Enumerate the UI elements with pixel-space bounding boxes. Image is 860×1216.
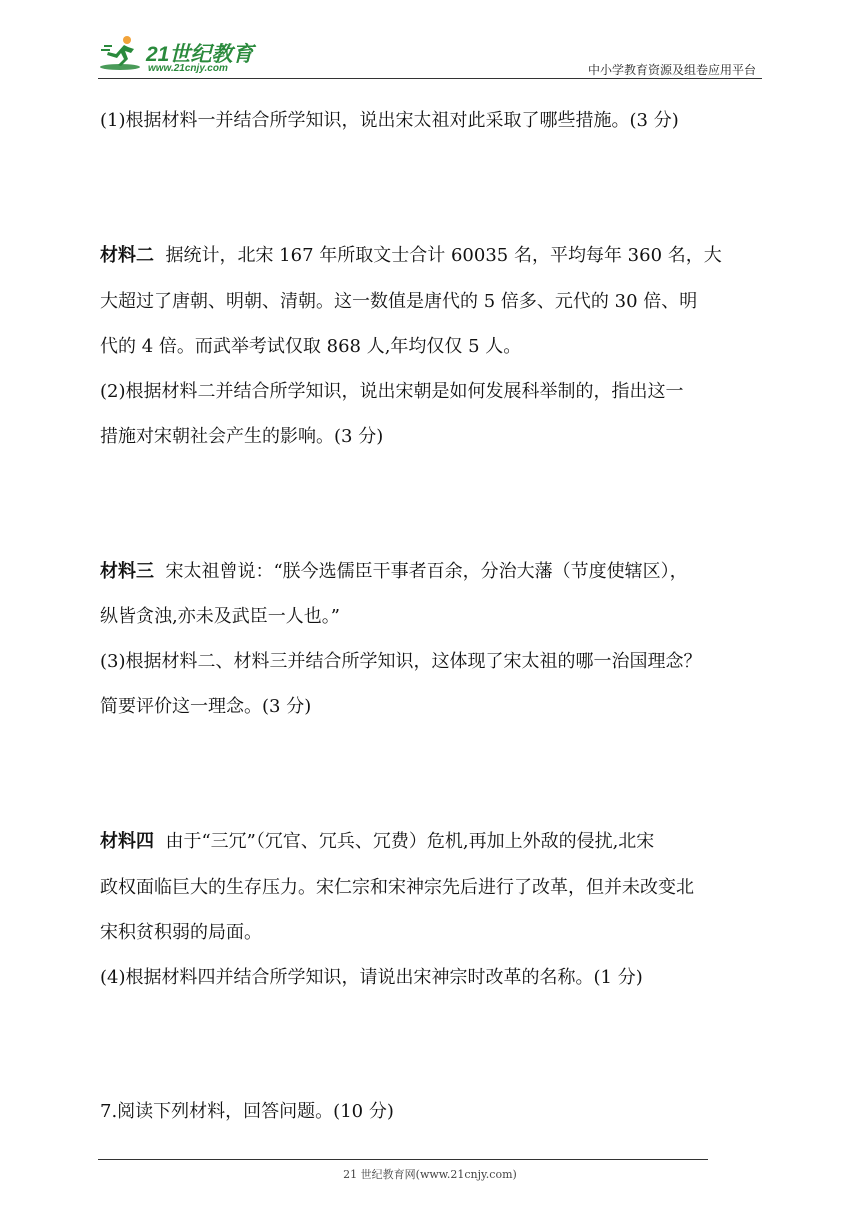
material-4-label: 材料四 [100, 831, 154, 852]
material-3-label: 材料三 [100, 561, 154, 582]
material-2-line-3: 代的 4 倍。而武举考试仅取 868 人,年均仅仅 5 人。 [100, 336, 522, 357]
material-2-line-1 [100, 244, 722, 268]
footer-divider [98, 1159, 708, 1160]
material-3-line-1 [100, 560, 688, 584]
header-divider [98, 78, 762, 79]
material-2-line-2: 大超过了唐朝、明朝、清朝。这一数值是唐代的 5 倍多、元代的 30 倍、明 [100, 291, 698, 312]
material-4-text: 由于“三冗”（冗官、冗兵、冗费）危机,再加上外敌的侵扰,北宋 [165, 831, 655, 852]
question-2-line-2: 措施对宋朝社会产生的影响。(3 分) [100, 426, 384, 447]
runner-logo-icon [98, 34, 142, 72]
material-4-line-2: 政权面临巨大的生存压力。宋仁宗和宋神宗先后进行了改革，但并未改变北 [100, 877, 694, 898]
logo [98, 30, 268, 78]
logo-title: 21世纪教育 [146, 43, 254, 66]
page-header [98, 30, 762, 78]
material-3-text: 宋太祖曾说：“朕今选儒臣干事者百余，分治大藩（节度使辖区）， [165, 561, 688, 582]
material-4-line-3: 宋积贫积弱的局面。 [100, 922, 262, 943]
question-4: (4)根据材料四并结合所学知识，请说出宋神宗时改革的名称。(1 分) [100, 967, 643, 988]
material-2-label: 材料二 [100, 245, 154, 266]
question-3-line-2: 简要评价这一理念。(3 分) [100, 696, 312, 717]
question-7: 7.阅读下列材料，回答问题。(10 分) [100, 1101, 394, 1122]
question-1: (1)根据材料一并结合所学知识，说出宋太祖对此采取了哪些措施。(3 分) [100, 110, 679, 131]
material-3-line-2: 纵皆贪浊,亦未及武臣一人也。” [100, 606, 340, 627]
question-3-line-1: (3)根据材料二、材料三并结合所学知识，这体现了宋太祖的哪一治国理念？ [100, 651, 702, 672]
material-2-text: 据统计，北宋 167 年所取文士合计 60035 名，平均每年 360 名，大 [165, 245, 722, 266]
material-4-line-1 [100, 830, 654, 854]
logo-url: www.21cnjy.com [148, 63, 228, 74]
question-2-line-1: (2)根据材料二并结合所学知识，说出宋朝是如何发展科举制的，指出这一 [100, 381, 684, 402]
platform-name: 中小学教育资源及组卷应用平台 [587, 63, 756, 77]
page-footer: 21 世纪教育网(www.21cnjy.com) [343, 1168, 517, 1181]
